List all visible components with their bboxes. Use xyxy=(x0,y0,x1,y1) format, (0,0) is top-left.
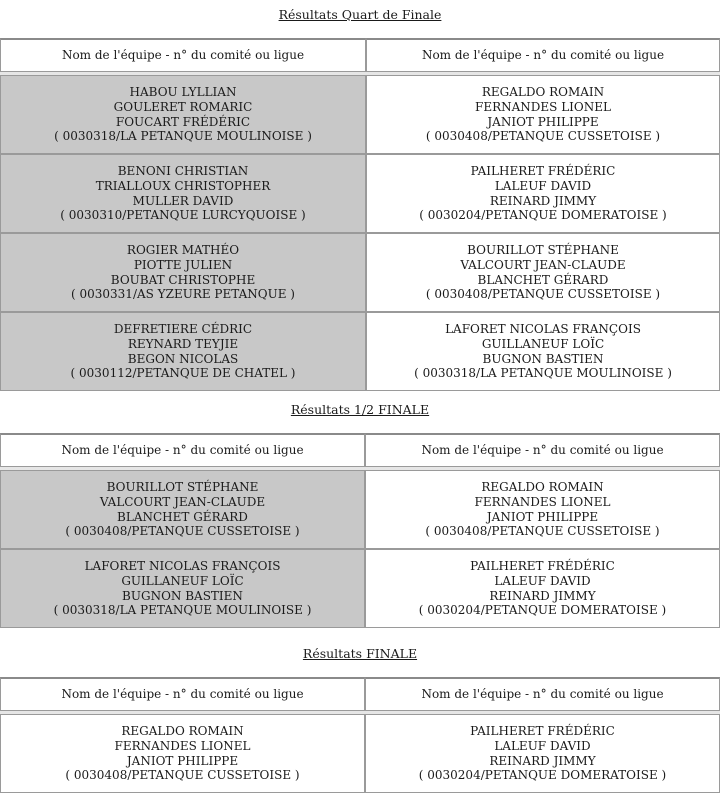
team-line: FOUCART FRÉDÉRIC xyxy=(115,114,251,129)
team-line: LAFORET NICOLAS FRANÇOIS xyxy=(445,322,641,337)
team-line: ( 0030408/PETANQUE CUSSETOISE ) xyxy=(65,768,300,783)
team-line: GUILLANEUF LOÏC xyxy=(481,336,605,351)
team-line: BLANCHET GÉRARD xyxy=(117,509,248,524)
team-line: ( 0030318/LA PETANQUE MOULINOISE ) xyxy=(414,366,672,381)
team-cell-left xyxy=(0,312,366,391)
table-row xyxy=(0,233,720,312)
team-line: GOULERET ROMARIC xyxy=(113,99,253,114)
column-header-left: Nom de l'équipe - n° du comité ou ligue xyxy=(0,433,365,467)
team-line: ( 0030310/PETANQUE LURCYQUOISE ) xyxy=(60,208,306,223)
team-line: MULLER DAVID xyxy=(132,193,234,208)
table-row xyxy=(0,470,720,549)
team-line: PAILHERET FRÉDÉRIC xyxy=(470,724,615,739)
team-line: BOURILLOT STÉPHANE xyxy=(467,243,619,258)
team-line: ( 0030318/LA PETANQUE MOULINOISE ) xyxy=(53,603,312,618)
team-line: LALEUF DAVID xyxy=(494,738,591,753)
team-line: FERNANDES LIONEL xyxy=(474,494,611,509)
column-header-left: Nom de l'équipe - n° du comité ou ligue xyxy=(0,677,365,711)
team-cell-right xyxy=(366,154,720,233)
team-line: JANIOT PHILIPPE xyxy=(126,753,239,768)
quarter-final-table xyxy=(0,38,720,391)
team-line: LAFORET NICOLAS FRANÇOIS xyxy=(84,559,281,574)
table-row xyxy=(0,549,720,628)
team-cell-right xyxy=(365,549,720,628)
team-line: ROGIER MATHÉO xyxy=(126,243,240,258)
team-line: BLANCHET GÉRARD xyxy=(477,272,609,287)
column-header-left: Nom de l'équipe - n° du comité ou ligue xyxy=(0,38,366,72)
team-line: ( 0030408/PETANQUE CUSSETOISE ) xyxy=(425,524,660,539)
team-line: REGALDO ROMAIN xyxy=(481,480,604,495)
team-line: VALCOURT JEAN-CLAUDE xyxy=(460,257,626,272)
team-line: GUILLANEUF LOÏC xyxy=(121,573,244,588)
team-cell-left xyxy=(0,470,365,549)
team-line: REINARD JIMMY xyxy=(489,193,597,208)
final-table xyxy=(0,677,720,793)
table-row xyxy=(0,714,720,793)
team-line: REINARD JIMMY xyxy=(489,588,596,603)
column-header-right: Nom de l'équipe - n° du comité ou ligue xyxy=(366,38,720,72)
team-cell-left xyxy=(0,549,365,628)
team-line: BUGNON BASTIEN xyxy=(122,588,243,603)
team-cell-left xyxy=(0,154,366,233)
team-line: VALCOURT JEAN-CLAUDE xyxy=(99,494,266,509)
team-line: REINARD JIMMY xyxy=(489,753,596,768)
team-line: ( 0030204/PETANQUE DOMERATOISE ) xyxy=(418,603,667,618)
team-line: BOURILLOT STÉPHANE xyxy=(106,480,259,495)
section-title-final: Résultats FINALE xyxy=(302,646,418,661)
team-line: ( 0030204/PETANQUE DOMERATOISE ) xyxy=(418,768,667,783)
team-line: ( 0030331/AS YZEURE PETANQUE ) xyxy=(71,287,295,302)
team-line: PIOTTE JULIEN xyxy=(133,257,233,272)
team-line: JANIOT PHILIPPE xyxy=(486,509,599,524)
team-line: BEGON NICOLAS xyxy=(127,351,239,366)
team-line: LALEUF DAVID xyxy=(494,178,592,193)
team-line: HABOU LYLLIAN xyxy=(129,85,237,100)
team-cell-left xyxy=(0,714,365,793)
team-line: ( 0030408/PETANQUE CUSSETOISE ) xyxy=(425,287,661,302)
section-title-quarter-final: Résultats Quart de Finale xyxy=(278,7,442,22)
team-line: PAILHERET FRÉDÉRIC xyxy=(470,559,615,574)
team-line: BOUBAT CHRISTOPHE xyxy=(110,272,256,287)
team-line: DEFRETIERE CÉDRIC xyxy=(113,322,253,337)
team-line: ( 0030204/PETANQUE DOMERATOISE ) xyxy=(419,208,667,223)
team-line: JANIOT PHILIPPE xyxy=(487,114,599,129)
team-line: REYNARD TEYJIE xyxy=(127,336,239,351)
team-line: TRIALLOUX CHRISTOPHER xyxy=(95,178,271,193)
team-line: BENONI CHRISTIAN xyxy=(117,164,249,179)
table-row xyxy=(0,312,720,391)
table-row xyxy=(0,154,720,233)
team-line: FERNANDES LIONEL xyxy=(114,738,251,753)
semi-final-table xyxy=(0,433,720,628)
team-line: REGALDO ROMAIN xyxy=(481,85,605,100)
team-line: ( 0030408/PETANQUE CUSSETOISE ) xyxy=(65,524,300,539)
table-row xyxy=(0,75,720,154)
team-cell-left xyxy=(0,233,366,312)
column-header-right: Nom de l'équipe - n° du comité ou ligue xyxy=(365,433,720,467)
team-line: FERNANDES LIONEL xyxy=(475,99,611,114)
team-line: ( 0030112/PETANQUE DE CHATEL ) xyxy=(70,366,296,381)
team-cell-right xyxy=(365,714,720,793)
team-line: ( 0030408/PETANQUE CUSSETOISE ) xyxy=(425,129,661,144)
team-cell-left xyxy=(0,75,366,154)
team-cell-right xyxy=(366,312,720,391)
section-title-semi-final: Résultats 1/2 FINALE xyxy=(290,402,430,417)
team-line: BUGNON BASTIEN xyxy=(482,351,604,366)
team-cell-right xyxy=(366,75,720,154)
column-header-right: Nom de l'équipe - n° du comité ou ligue xyxy=(365,677,720,711)
team-cell-right xyxy=(366,233,720,312)
team-cell-right xyxy=(365,470,720,549)
team-line: LALEUF DAVID xyxy=(494,573,591,588)
team-line: ( 0030318/LA PETANQUE MOULINOISE ) xyxy=(54,129,312,144)
team-line: REGALDO ROMAIN xyxy=(121,724,244,739)
team-line: PAILHERET FRÉDÉRIC xyxy=(470,164,616,179)
